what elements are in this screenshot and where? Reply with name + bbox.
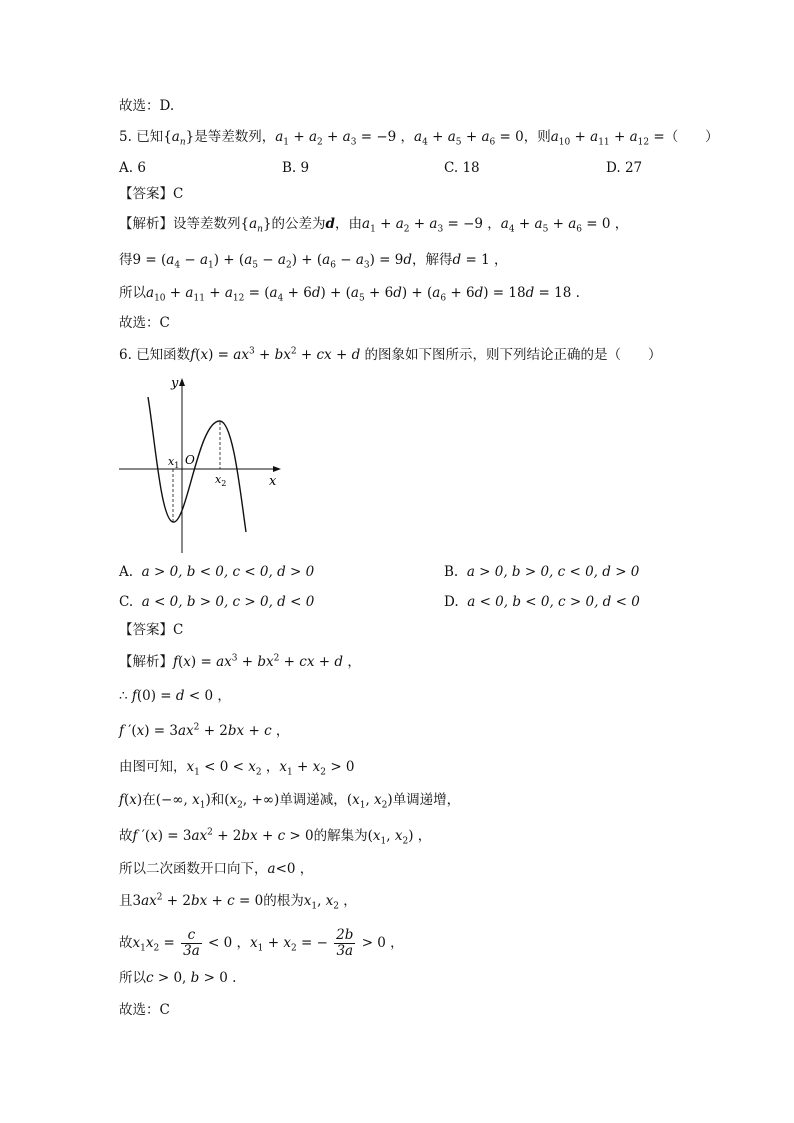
axis-y-label: y xyxy=(171,376,179,391)
cubic-curve xyxy=(148,397,246,532)
q6-analysis-line-10: 所以c > 0, b > 0 . xyxy=(119,970,237,986)
axis-x-label: x xyxy=(269,474,277,489)
q6-stem: 6. 已知函数$f(x) = ax^3 + bx^2$ + cx + d 的图象如下图所示，则下列结论正确的是（ ） xyxy=(119,346,662,363)
q5-answer: 【答案】C xyxy=(119,186,184,202)
q6-option-a[interactable]: A. a > 0, b < 0, c < 0, d > 0 xyxy=(119,564,315,580)
origin-label: O xyxy=(185,453,195,467)
q5-option-c[interactable]: C. 18 xyxy=(444,160,480,176)
q6-analysis-line-8: 且$3ax^2 + 2bx + c = 0$的根为$x_1$, $x_2$ ， xyxy=(119,892,357,912)
q6-analysis-line-6: 故f $'(x) = 3ax^2 + 2bx + c > 0$的解集为($x_1$, $x_2$) ， xyxy=(119,827,432,847)
q5-analysis-line-3: 所以$a_{10} + a_{11} + a_{12} = (a_4 + 6d) + (a_5 + 6d) + (a_6 + 6d) = 18d = 18$ . xyxy=(119,285,580,304)
x2-label: $x_2$ xyxy=(215,473,227,488)
math: $\{a_n\}$ xyxy=(163,129,195,148)
q6-option-b[interactable]: B. a > 0, b > 0, c < 0, d > 0 xyxy=(444,564,640,580)
q5-analysis-line-2: 得$9 = (a_4 - a_1) + (a_5 - a_2) + (a_6 - a_3) = 9d$，解得d = 1 ， xyxy=(119,252,508,271)
q6-analysis-line-7: 所以二次函数开口向下，a<0 ， xyxy=(119,861,314,877)
x-axis-arrow xyxy=(273,466,281,472)
q6-analysis-line-3: f $'(x) = 3ax^2 + 2bx + c$ ， xyxy=(119,722,290,739)
prev-answer-line: 故选：D. xyxy=(119,98,175,114)
q6-answer: 【答案】C xyxy=(119,622,184,638)
q6-analysis-line-4: 由图可知，$x_1 < 0 < x_2$ ，$x_1 + x_2 > 0$ xyxy=(119,759,355,778)
q5-option-d[interactable]: D. 27 xyxy=(606,160,643,176)
q5-analysis-line-1: 【解析】设等差数列$\{a_n\}$的公差为d，由$a_1 + a_2 + a_3 = -9$ ，$a_4 + a_5 + a_6 = 0$ ， xyxy=(119,216,629,235)
q6-option-d[interactable]: D. a < 0, b < 0, c > 0, d < 0 xyxy=(444,594,640,610)
q6-analysis-line-5: f(x)在(−∞, $x_1$)和($x_2$, +∞)单调递减，($x_1$, $x_2$)单调递增， xyxy=(119,792,461,811)
q6-analysis-line-1: 【解析】$f(x) = ax^3 + bx^2$ + cx + d ， xyxy=(119,653,361,670)
q6-final: 故选：C xyxy=(119,1002,170,1018)
q6-analysis-line-9: 故$x_1x_2$ = $\frac{c}{3a}$ < 0 ，$x_1 + x_2$ = − $\frac{2b}{3a}$ > 0 ， xyxy=(119,927,404,959)
q5-final: 故选：C xyxy=(119,315,170,331)
q6-option-c[interactable]: C. a < 0, b > 0, c > 0, d < 0 xyxy=(119,594,315,610)
x1-label: $x_1$ xyxy=(168,455,180,470)
q6-analysis-line-2: ∴ f(0) = d < 0 ， xyxy=(119,688,231,704)
y-axis-arrow xyxy=(179,378,185,386)
q5-option-a[interactable]: A. 6 xyxy=(119,160,146,176)
q5-stem: 5. 已知$\{a_n\}$是等差数列，$a_1 + a_2 + a_3 = -9$ ，$a_4 + a_5 + a_6 = 0$，则$a_{10} + a_{11} + a_{12}$ =（ ） xyxy=(119,129,719,148)
cubic-graph-figure xyxy=(115,370,290,560)
q5-option-b[interactable]: B. 9 xyxy=(282,160,310,176)
